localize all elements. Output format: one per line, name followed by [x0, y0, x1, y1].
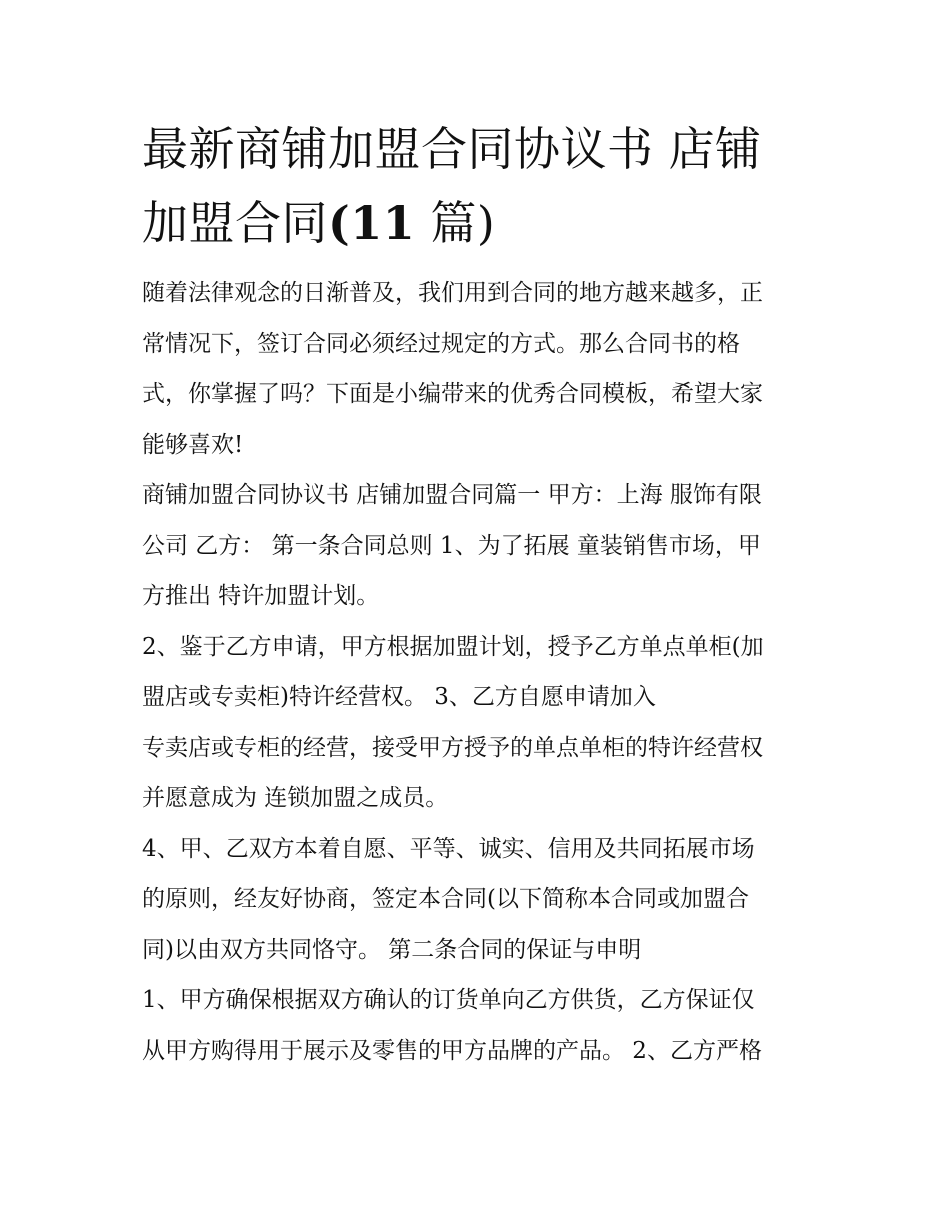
document-page — [142, 112, 818, 1076]
title-count: (11 — [328, 196, 416, 250]
paragraph-clause-4 — [142, 824, 818, 976]
title-suffix: 篇) — [415, 196, 496, 250]
text-line: 常情况下，签订合同必须经过规定的方式。那么合同书的格 — [142, 330, 740, 357]
text-line: 随着法律观念的日渐普及，我们用到合同的地方越来越多，正 — [142, 280, 763, 306]
paragraph-contract-general — [142, 470, 818, 622]
text-line: 方推出 特许加盟计划。 — [142, 583, 380, 609]
text-line: 专卖店或专柜的经营，接受甲方授予的单点单柜的特许经营权 — [142, 734, 763, 761]
text-line: 盟店或专卖柜)特许经营权。 3、乙方自愿申请加入 — [142, 684, 656, 710]
text-line: 公司 乙方： 第一条合同总则 1、为了拓展 童装销售市场，甲 — [142, 532, 761, 559]
text-line: 并愿意成为 连锁加盟之成员。 — [142, 785, 449, 811]
text-line: 同)以由双方共同恪守。 第二条合同的保证与申明 — [142, 936, 642, 963]
text-line: 商铺加盟合同协议书 店铺加盟合同篇一 甲方：上海 服饰有限 — [142, 482, 762, 508]
text-line: 式，你掌握了吗？下面是小编带来的优秀合同模板，希望大家 — [142, 381, 763, 407]
text-line: 2、鉴于乙方申请，甲方根据加盟计划，授予乙方单点单柜(加 — [142, 633, 764, 660]
text-line: 从甲方购得用于展示及零售的甲方品牌的产品。 2、乙方严格 — [142, 1037, 762, 1064]
text-line: 1、甲方确保根据双方确认的订货单向乙方供货，乙方保证仅 — [142, 987, 755, 1013]
text-line: 能够喜欢! — [142, 431, 244, 458]
text-line: 4、甲、乙双方本着自愿、平等、诚实、信用及共同拓展市场 — [142, 835, 755, 862]
title-line-2-text: 加盟合同 — [142, 196, 328, 250]
paragraph-guarantee — [142, 975, 818, 1076]
title-line-1: 最新商铺加盟合同协议书 店铺 — [142, 122, 762, 176]
paragraph-intro — [142, 268, 818, 470]
text-line: 的原则，经友好协商，签定本合同(以下简称本合同或加盟合 — [142, 886, 749, 912]
paragraph-clause-2-3 — [142, 622, 818, 824]
document-title — [142, 112, 818, 260]
title-line-2 — [142, 186, 818, 260]
